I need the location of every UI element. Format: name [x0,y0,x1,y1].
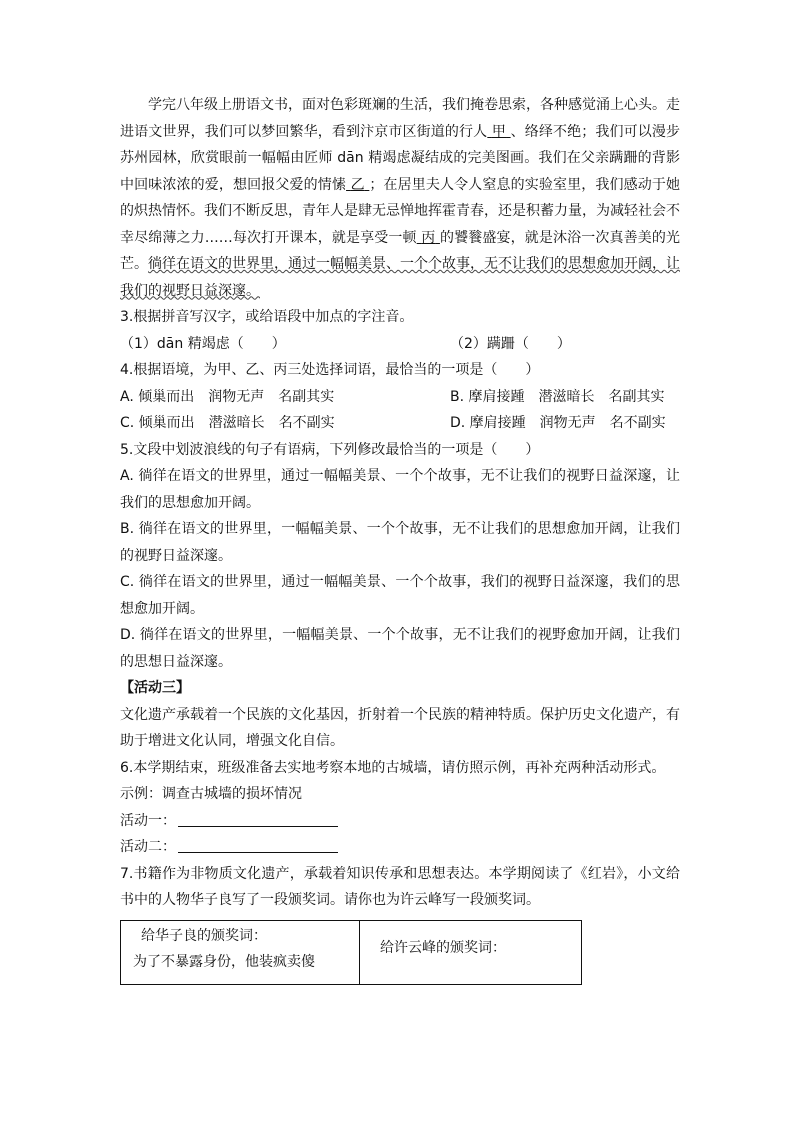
blank-bing: 丙 [421,229,436,246]
q4-option-c: C. 倾巢而出 潜滋暗长 名不副实 [120,415,335,431]
q4-stem: 4.根据语境，为甲、乙、丙三处选择词语，最恰当的一项是（ ） [120,362,540,378]
passage-text-1: 学完八年级上册语文书，面对色彩斑斓的生活，我们掩卷思索，各种感觉涌上心头。走进语文世界，我们可以梦回繁华，看到汴京市区街道的行人 [120,97,680,140]
award-cell-xuyunfeng[interactable] [360,920,582,984]
award-huazi-body: 为了不暴露身份，他装疯卖傻 [133,954,315,970]
award-table [120,920,582,985]
q3-item-1: （1）dān 精竭虑（ ） [120,335,286,352]
passage-text-2: 、络绎不绝；我们可以漫步苏州园林，欣赏眼前一幅幅由匠师 dān 精竭虑凝结成的完美图画。我们在父亲蹒跚的背影中回味浓浓的爱，想回报父爱的情愫 [120,123,681,193]
q4-option-d: D. 摩肩接踵 润物无声 名不副实 [450,415,666,431]
q5-stem: 5.文段中划波浪线的句子有语病，下列修改最恰当的一项是（ ） [120,441,540,458]
q3-stem: 3.根据拼音写汉字，或给语段中加点的字注音。 [120,309,414,325]
q6-activity-2-label: 活动二： [120,839,176,855]
passage-text-4: 的饕餮盛宴，就是沐浴一次真善美的光芒。 [120,229,681,272]
award-xuyunfeng-title: 给许云峰的颁奖词： [380,939,506,956]
q6-activity-1-label: 活动一： [120,812,176,829]
q3-item-2: （2）蹒跚（ ） [450,335,571,352]
q4-options-row-1 [120,384,680,411]
blank-jia: 甲 [491,123,507,140]
activity-3-intro: 文化遗产承载着一个民族的文化基因，折射着一个民族的精神特质。保护历史文化遗产，有助于增进文化认同，增强文化自信。 [120,706,680,749]
q6-activity-1-answer-line[interactable] [178,808,338,827]
activity-3-heading: 【活动三】 [120,680,190,696]
q5-option-b: B. 徜徉在语文的世界里，一幅幅美景、一个个故事，无不让我们的思想愈加开阔，让我们的视野日益深邃。 [120,521,680,564]
q6-activity-2-answer-line[interactable] [178,834,338,853]
q6-activity-2 [120,834,680,861]
q5-option-c: C. 徜徉在语文的世界里，通过一幅幅美景、一个个故事，我们的视野日益深邃，我们的思想愈加开阔。 [120,574,680,617]
q4-option-a: A. 倾巢而出 润物无声 名副其实 [120,388,335,405]
passage-paragraph [120,92,680,304]
q4-options-row-2 [120,410,680,437]
q5-option-d: D. 徜徉在语文的世界里，一幅幅美景、一个个故事，无不让我们的视野愈加开阔，让我们的思想日益深邃。 [120,627,680,670]
q4-option-b: B. 摩肩接踵 潜滋暗长 名副其实 [450,388,665,405]
blank-yi: 乙 [350,176,365,193]
q3-items [120,331,680,358]
award-huazi-title: 给华子良的颁奖词： [141,927,267,944]
q6-stem: 6.本学期结束，班级准备去实地考察本地的古城墙，请仿照示例，再补充两种活动形式。 [120,759,666,776]
wavy-sentence: 徜徉在语文的世界里，通过一幅幅美景、一个个故事，无不让我们的思想愈加开阔，让我们的视野日益深邃。 [120,256,680,299]
passage-text-3: ；在居里夫人令人窒息的实验室里，我们感动于她的炽热情怀。我们不断反思，青年人是肆无忌惮地挥霍青春，还是积蓄力量，为减轻社会不幸尽绵薄之力……每次打开课本，就是享受一顿 [120,176,681,246]
q6-activity-1 [120,808,680,835]
page-content [120,92,680,985]
q7-stem: 7.书籍作为非物质文化遗产，承载着知识传承和思想表达。本学期阅读了《红岩》，小文给书中的人物华子良写了一段颁奖词。请你也为许云峰写一段颁奖词。 [120,865,680,908]
q6-example: 示例：调查古城墙的损坏情况 [120,786,302,802]
award-cell-huazi [121,920,360,984]
q5-option-a: A. 徜徉在语文的世界里，通过一幅幅美景、一个个故事，无不让我们的视野日益深邃，让我们的思想愈加开阔。 [120,468,680,511]
